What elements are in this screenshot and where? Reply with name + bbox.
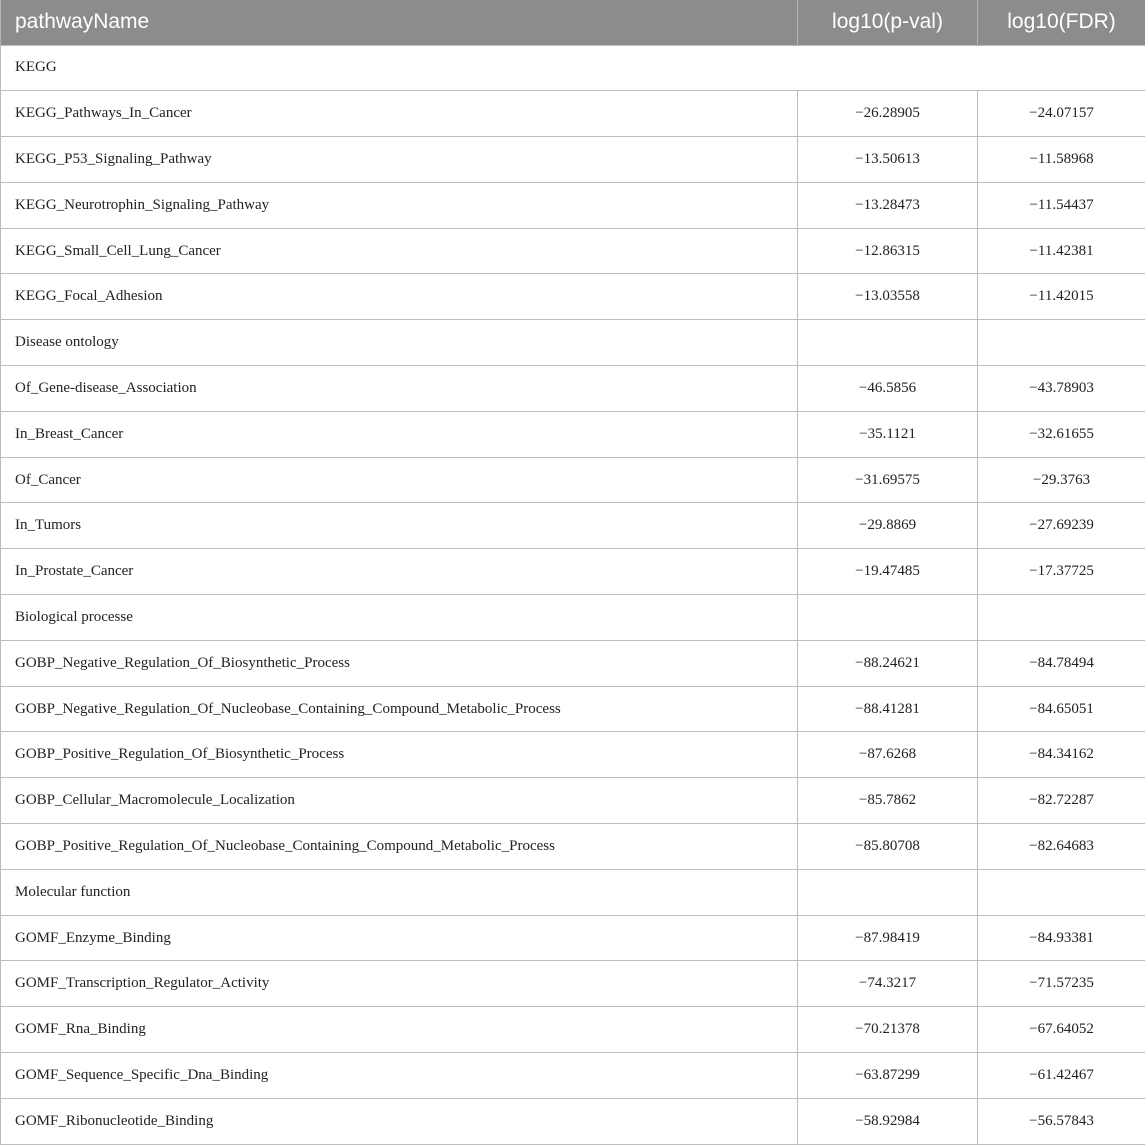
log10-fdr-cell: −84.78494 [978,640,1145,686]
pathway-name-cell: In_Prostate_Cancer [1,549,798,595]
table-row [1,137,1145,183]
log10-fdr-cell: −11.42381 [978,228,1145,274]
table-row [1,1007,1145,1053]
table-row [1,1098,1145,1144]
log10-fdr-cell [978,320,1145,366]
log10-pval-cell: −35.1121 [798,411,978,457]
section-row [1,320,1145,366]
log10-pval-cell [798,595,978,641]
pathway-name-cell: GOBP_Negative_Regulation_Of_Nucleobase_Containing_Compound_Metabolic_Process [1,686,798,732]
table-row [1,732,1145,778]
log10-pval-cell: −31.69575 [798,457,978,503]
log10-pval-cell: −85.7862 [798,778,978,824]
log10-pval-cell: −88.41281 [798,686,978,732]
log10-fdr-cell: −43.78903 [978,366,1145,412]
header-log10-pval: log10(p-val) [798,0,978,45]
log10-pval-cell: −13.28473 [798,182,978,228]
log10-pval-cell: −19.47485 [798,549,978,595]
section-label: Biological processe [1,595,798,641]
header-log10-fdr: log10(FDR) [978,0,1145,45]
log10-fdr-cell: −84.34162 [978,732,1145,778]
section-label: Disease ontology [1,320,798,366]
section-row [1,595,1145,641]
pathway-name-cell: In_Breast_Cancer [1,411,798,457]
table-row [1,274,1145,320]
log10-fdr-cell [978,595,1145,641]
log10-pval-cell [798,320,978,366]
log10-fdr-cell: −29.3763 [978,457,1145,503]
log10-fdr-cell: −32.61655 [978,411,1145,457]
table-row [1,411,1145,457]
pathway-name-cell: GOBP_Positive_Regulation_Of_Biosynthetic_Process [1,732,798,778]
log10-fdr-cell: −84.65051 [978,686,1145,732]
pathway-name-cell: GOBP_Cellular_Macromolecule_Localization [1,778,798,824]
log10-fdr-cell: −71.57235 [978,961,1145,1007]
log10-fdr-cell: −82.64683 [978,824,1145,870]
log10-pval-cell: −29.8869 [798,503,978,549]
log10-pval-cell [798,869,978,915]
log10-pval-cell: −58.92984 [798,1098,978,1144]
pathway-name-cell: KEGG_Focal_Adhesion [1,274,798,320]
pathway-name-cell: KEGG_Neurotrophin_Signaling_Pathway [1,182,798,228]
table-row [1,457,1145,503]
table-row [1,640,1145,686]
pathway-name-cell: Of_Gene-disease_Association [1,366,798,412]
log10-pval-cell: −74.3217 [798,961,978,1007]
table-row [1,778,1145,824]
table-row [1,366,1145,412]
log10-fdr-cell: −24.07157 [978,91,1145,137]
log10-pval-cell: −13.50613 [798,137,978,183]
log10-pval-cell: −88.24621 [798,640,978,686]
log10-pval-cell: −87.6268 [798,732,978,778]
log10-pval-cell: −85.80708 [798,824,978,870]
log10-fdr-cell [978,869,1145,915]
pathway-name-cell: GOBP_Negative_Regulation_Of_Biosynthetic_Process [1,640,798,686]
table-row [1,1053,1145,1099]
log10-pval-cell: −70.21378 [798,1007,978,1053]
pathway-name-cell: GOMF_Rna_Binding [1,1007,798,1053]
pathway-name-cell: GOBP_Positive_Regulation_Of_Nucleobase_Containing_Compound_Metabolic_Process [1,824,798,870]
table-row [1,961,1145,1007]
section-label: Molecular function [1,869,798,915]
log10-fdr-cell: −11.42015 [978,274,1145,320]
section-row [1,45,1145,91]
section-row [1,869,1145,915]
table-row [1,182,1145,228]
log10-pval-cell: −63.87299 [798,1053,978,1099]
section-label: KEGG [1,45,1145,91]
log10-fdr-cell: −84.93381 [978,915,1145,961]
pathway-name-cell: KEGG_P53_Signaling_Pathway [1,137,798,183]
header-row [1,0,1145,45]
table-row [1,503,1145,549]
log10-fdr-cell: −82.72287 [978,778,1145,824]
table-body [1,45,1145,1144]
log10-fdr-cell: −61.42467 [978,1053,1145,1099]
table-row [1,91,1145,137]
log10-pval-cell: −87.98419 [798,915,978,961]
log10-fdr-cell: −27.69239 [978,503,1145,549]
log10-pval-cell: −12.86315 [798,228,978,274]
pathway-name-cell: GOMF_Enzyme_Binding [1,915,798,961]
log10-fdr-cell: −17.37725 [978,549,1145,595]
pathway-name-cell: KEGG_Small_Cell_Lung_Cancer [1,228,798,274]
table-row [1,228,1145,274]
table-row [1,824,1145,870]
pathway-name-cell: In_Tumors [1,503,798,549]
table-row [1,915,1145,961]
pathway-name-cell: GOMF_Transcription_Regulator_Activity [1,961,798,1007]
table-row [1,686,1145,732]
pathway-name-cell: KEGG_Pathways_In_Cancer [1,91,798,137]
table-row [1,549,1145,595]
log10-fdr-cell: −11.58968 [978,137,1145,183]
log10-fdr-cell: −67.64052 [978,1007,1145,1053]
log10-fdr-cell: −56.57843 [978,1098,1145,1144]
table-header [1,0,1145,45]
header-pathway-name: pathwayName [1,0,798,45]
log10-pval-cell: −13.03558 [798,274,978,320]
pathway-name-cell: GOMF_Ribonucleotide_Binding [1,1098,798,1144]
log10-pval-cell: −26.28905 [798,91,978,137]
log10-pval-cell: −46.5856 [798,366,978,412]
pathway-name-cell: Of_Cancer [1,457,798,503]
log10-fdr-cell: −11.54437 [978,182,1145,228]
pathway-name-cell: GOMF_Sequence_Specific_Dna_Binding [1,1053,798,1099]
